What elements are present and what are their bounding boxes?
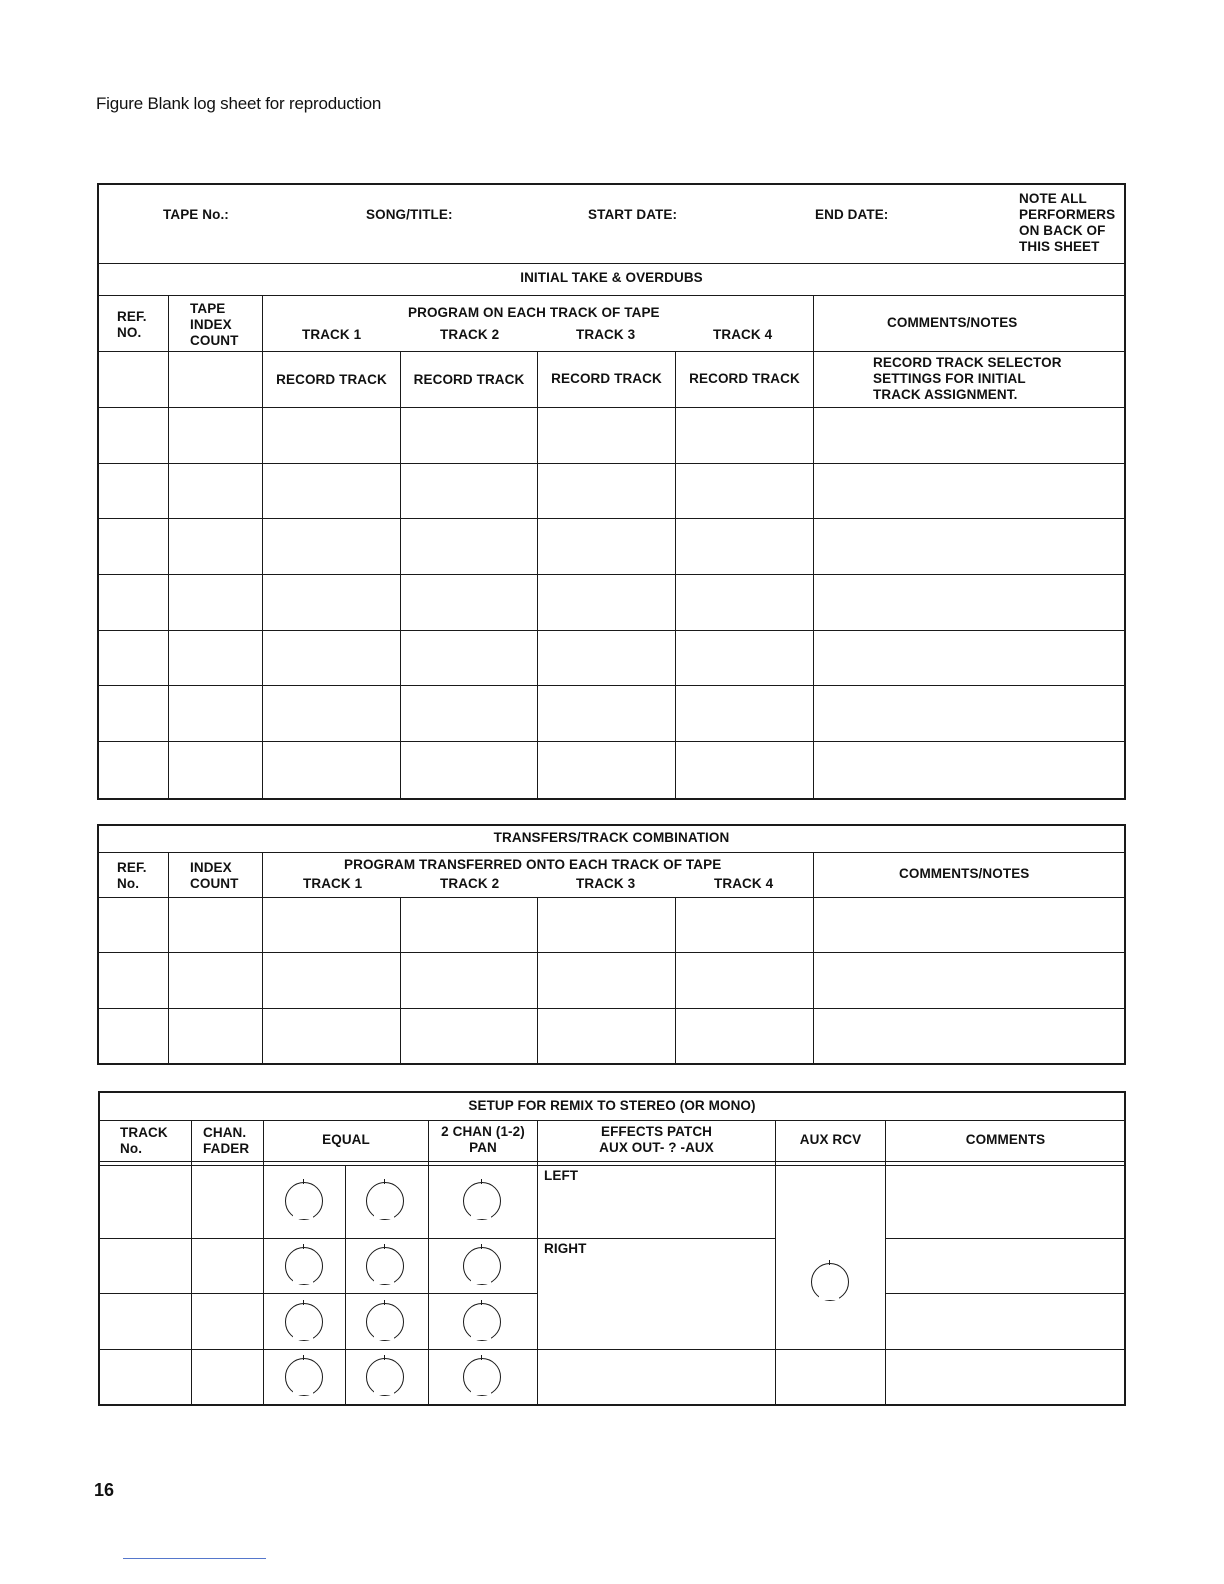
footer-rule — [123, 1558, 266, 1559]
program-transferred-header: PROGRAM TRANSFERRED ONTO EACH TRACK OF TAPE — [344, 857, 722, 872]
row-divider — [98, 630, 1125, 631]
transfers-title-divider — [98, 852, 1125, 853]
col-divider — [400, 352, 401, 799]
track-2-header: TRACK 2 — [440, 327, 500, 342]
col-divider — [168, 853, 169, 1064]
eq-knob-icon — [366, 1303, 404, 1341]
pan-knob-icon — [463, 1247, 501, 1285]
row-divider — [99, 1349, 1125, 1350]
row-divider — [99, 1238, 775, 1239]
eq-knob-icon — [366, 1247, 404, 1285]
comments-header: COMMENTS/NOTES — [887, 315, 1018, 330]
index-count-header: INDEX COUNT — [190, 860, 239, 891]
record-track-row-divider — [98, 407, 1125, 408]
ref-no-header: REF. No. — [117, 860, 147, 891]
col-divider — [885, 1121, 886, 1405]
section-title-divider — [98, 295, 1125, 296]
aux-rcv-knob-icon — [811, 1263, 849, 1301]
remix-header-divider — [99, 1161, 1125, 1162]
aux-rcv-header: AUX RCV — [799, 1132, 862, 1147]
track-1-header: TRACK 1 — [303, 876, 363, 891]
col-divider — [400, 898, 401, 1064]
col-divider — [537, 898, 538, 1064]
col-divider — [345, 1166, 346, 1405]
remix-title-divider — [99, 1120, 1125, 1121]
remix-title: SETUP FOR REMIX TO STEREO (OR MONO) — [468, 1098, 756, 1113]
program-header: PROGRAM ON EACH TRACK OF TAPE — [408, 305, 660, 320]
col-divider — [168, 296, 169, 799]
track-3-header: TRACK 3 — [576, 327, 636, 342]
tape-index-count-header: TAPE INDEX COUNT — [190, 301, 239, 348]
song-title-label: SONG/TITLE: — [366, 207, 453, 222]
row-divider — [98, 741, 1125, 742]
record-track-4: RECORD TRACK — [689, 371, 800, 386]
col-divider — [675, 352, 676, 799]
start-date-label: START DATE: — [588, 207, 678, 222]
row-divider — [98, 685, 1125, 686]
header-divider — [98, 263, 1125, 264]
ref-no-header: REF. NO. — [117, 309, 147, 340]
track-1-header: TRACK 1 — [302, 327, 362, 342]
note-performers: NOTE ALL PERFORMERS ON BACK OF THIS SHEET — [1019, 191, 1116, 254]
record-track-2: RECORD TRACK — [413, 372, 525, 387]
col-divider — [813, 296, 814, 799]
tape-no-label: TAPE No.: — [163, 207, 229, 222]
eq-knob-icon — [285, 1358, 323, 1396]
eq-knob-icon — [285, 1303, 323, 1341]
eq-knob-icon — [285, 1247, 323, 1285]
comments-header: COMMENTS/NOTES — [899, 866, 1030, 881]
chan-fader-header: CHAN. FADER — [203, 1125, 250, 1156]
pan-knob-icon — [463, 1358, 501, 1396]
left-label: LEFT — [544, 1168, 579, 1183]
col-divider — [428, 1121, 429, 1405]
eq-knob-icon — [285, 1182, 323, 1220]
col-divider — [537, 352, 538, 799]
record-track-1: RECORD TRACK — [276, 372, 387, 387]
transfers-title: TRANSFERS/TRACK COMBINATION — [493, 830, 730, 845]
eq-knob-icon — [366, 1358, 404, 1396]
initial-take-title: INITIAL TAKE & OVERDUBS — [520, 270, 703, 285]
end-date-label: END DATE: — [815, 207, 889, 222]
pan-knob-icon — [463, 1303, 501, 1341]
transfers-header-divider — [98, 897, 1125, 898]
pan-header: 2 CHAN (1-2) PAN — [441, 1124, 525, 1155]
equal-header: EQUAL — [322, 1132, 370, 1147]
figure-caption: Figure Blank log sheet for reproduction — [96, 94, 382, 113]
row-divider — [885, 1238, 1125, 1239]
eq-knob-icon — [366, 1182, 404, 1220]
row-divider — [98, 518, 1125, 519]
column-header-divider — [98, 351, 1125, 352]
col-divider — [775, 1121, 776, 1405]
page-number: 16 — [94, 1480, 115, 1500]
col-divider — [263, 1121, 264, 1405]
row-divider — [99, 1293, 538, 1294]
col-divider — [191, 1121, 192, 1405]
col-divider — [675, 898, 676, 1064]
track-3-header: TRACK 3 — [576, 876, 636, 891]
comments-header: COMMENTS — [965, 1132, 1046, 1147]
row-divider — [98, 1008, 1125, 1009]
selector-settings-note: RECORD TRACK SELECTOR SETTINGS FOR INITIAL TRACK ASSIGNMENT. — [873, 355, 1062, 402]
record-track-3: RECORD TRACK — [551, 371, 662, 386]
row-divider — [98, 574, 1125, 575]
track-4-header: TRACK 4 — [714, 876, 774, 891]
remix-header-divider-2 — [99, 1165, 1125, 1166]
track-4-header: TRACK 4 — [713, 327, 773, 342]
row-divider — [885, 1293, 1125, 1294]
track-no-header: TRACK No. — [120, 1125, 168, 1156]
col-divider — [813, 853, 814, 1064]
track-2-header: TRACK 2 — [440, 876, 500, 891]
col-divider — [537, 1121, 538, 1405]
col-divider — [262, 853, 263, 1064]
row-divider — [98, 952, 1125, 953]
row-divider — [98, 463, 1125, 464]
effects-patch-header: EFFECTS PATCH AUX OUT- ? -AUX — [599, 1124, 714, 1155]
right-label: RIGHT — [544, 1241, 587, 1256]
pan-knob-icon — [463, 1182, 501, 1220]
